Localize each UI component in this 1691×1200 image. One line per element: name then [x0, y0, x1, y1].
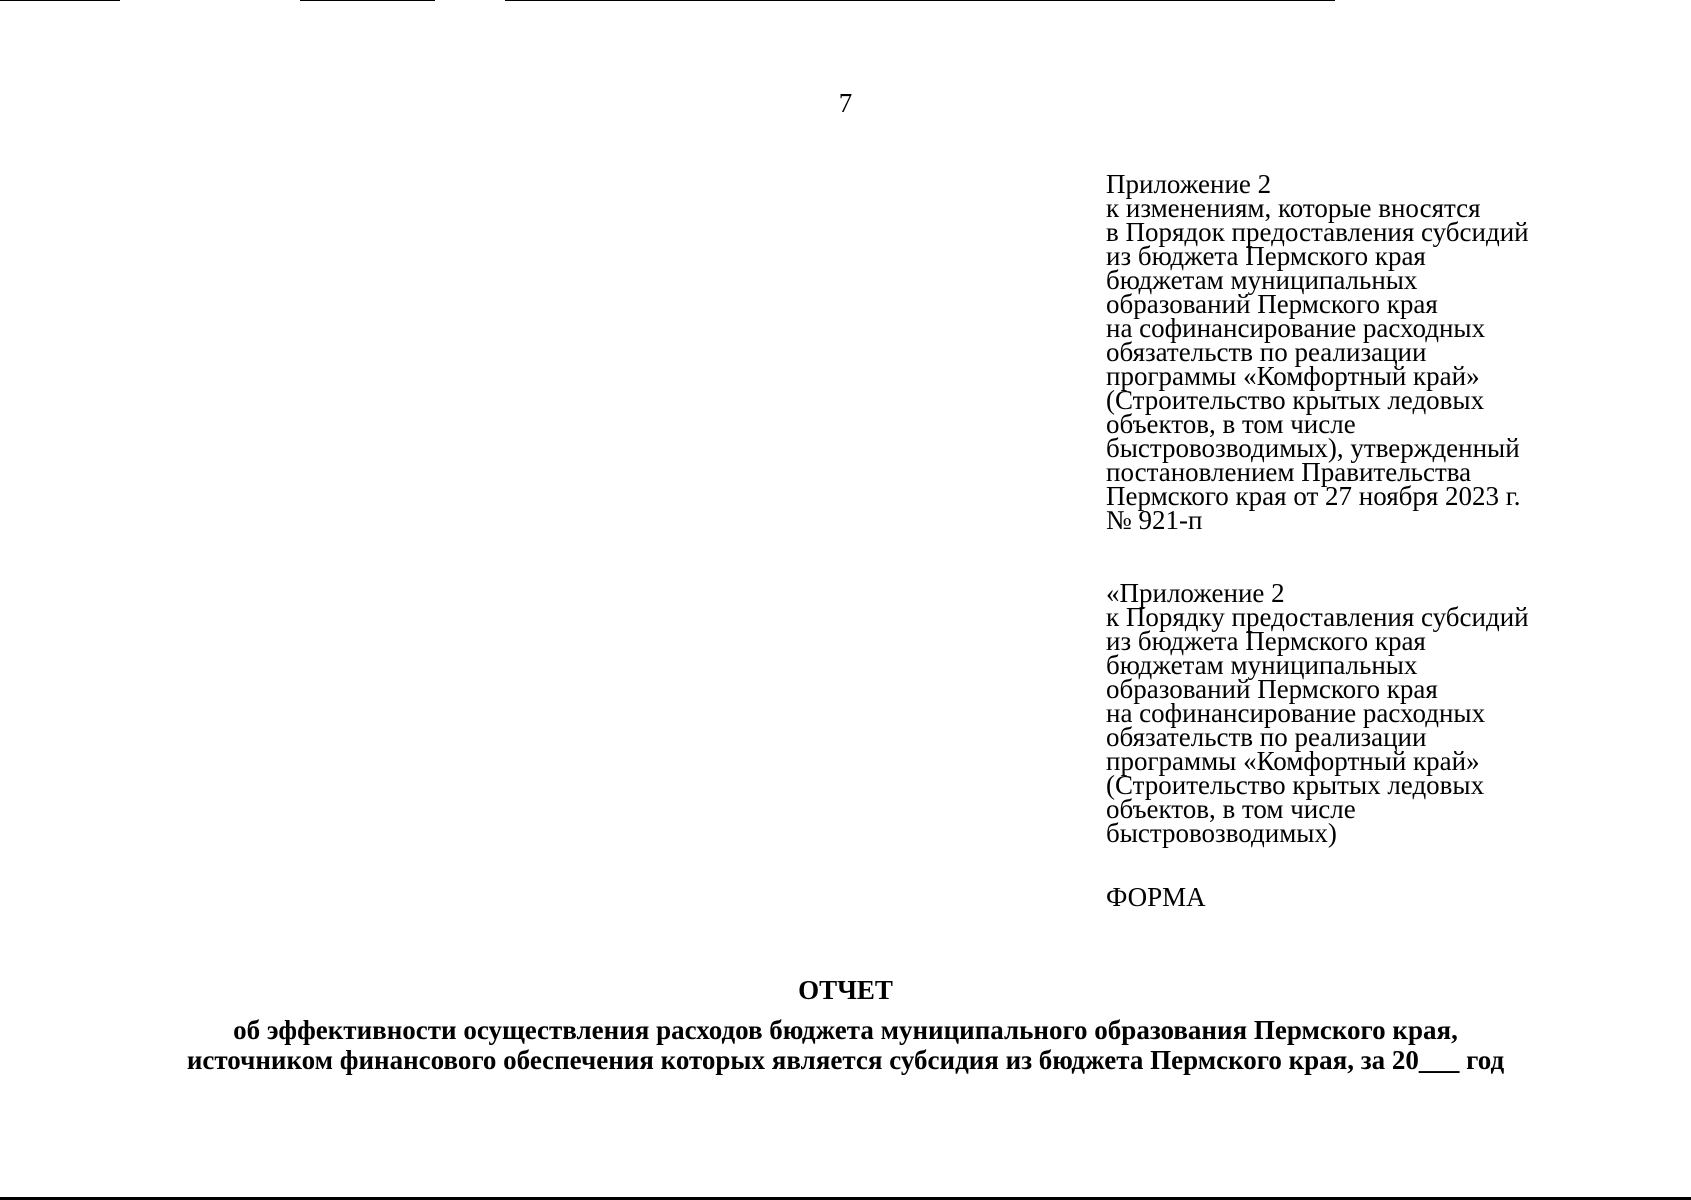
- appendix-1-line: в Порядок предоставления субсидий: [1106, 217, 1529, 247]
- appendix-2-line: обязательств по реализации: [1106, 722, 1427, 752]
- scan-top-edge-right: [505, 0, 1335, 1]
- appendix-1-line: бюджетам муниципальных: [1106, 265, 1418, 295]
- appendix-2-line: быстровозводимых): [1106, 818, 1337, 848]
- appendix-header-amendments: [1106, 169, 1576, 535]
- appendix-1-line: на софинансирование расходных: [1106, 313, 1486, 343]
- appendix-1-line: обязательств по реализации: [1106, 337, 1427, 367]
- appendix-1-line: образований Пермского края: [1106, 289, 1438, 319]
- appendix-1-line: (Строительство крытых ледовых: [1106, 385, 1485, 415]
- appendix-2-line: (Строительство крытых ледовых: [1106, 770, 1485, 800]
- appendix-2-line: программы «Комфортный край»: [1106, 746, 1480, 776]
- report-subtitle-line: об эффективности осуществления расходов бюджета муниципального образования Пермского края,: [233, 1015, 1458, 1045]
- appendix-1-line: № 921-п: [1106, 505, 1203, 535]
- appendix-1-line: Пермского края от 27 ноября 2023 г.: [1106, 481, 1521, 511]
- appendix-1-line: постановлением Правительства: [1106, 457, 1472, 487]
- appendix-1-line: к изменениям, которые вносятся: [1106, 193, 1481, 223]
- appendix-2-line: из бюджета Пермского края: [1106, 626, 1426, 656]
- appendix-2-line: на софинансирование расходных: [1106, 698, 1486, 728]
- appendix-1-line: быстровозводимых), утвержденный: [1106, 433, 1520, 463]
- appendix-1-line: объектов, в том числе: [1106, 409, 1356, 439]
- appendix-header-procedure: [1106, 578, 1576, 848]
- appendix-2-line: объектов, в том числе: [1106, 794, 1356, 824]
- scan-top-edge-mid: [300, 0, 435, 1]
- appendix-1-line: Приложение 2: [1106, 169, 1272, 199]
- report-title: ОТЧЕТ: [798, 975, 893, 1005]
- scan-top-edge-left: [0, 0, 120, 1]
- appendix-2-line: к Порядку предоставления субсидий: [1106, 602, 1529, 632]
- report-subtitle: [0, 1015, 1691, 1075]
- appendix-2-line: «Приложение 2: [1106, 578, 1285, 608]
- appendix-2-line: образований Пермского края: [1106, 674, 1438, 704]
- appendix-1-line: программы «Комфортный край»: [1106, 361, 1480, 391]
- form-label: ФОРМА: [1106, 882, 1206, 912]
- page-number: 7: [838, 88, 853, 118]
- appendix-1-line: из бюджета Пермского края: [1106, 241, 1426, 271]
- report-subtitle-line: источником финансового обеспечения которых является субсидия из бюджета Пермского края, за 20___ год: [186, 1045, 1505, 1075]
- appendix-2-line: бюджетам муниципальных: [1106, 650, 1418, 680]
